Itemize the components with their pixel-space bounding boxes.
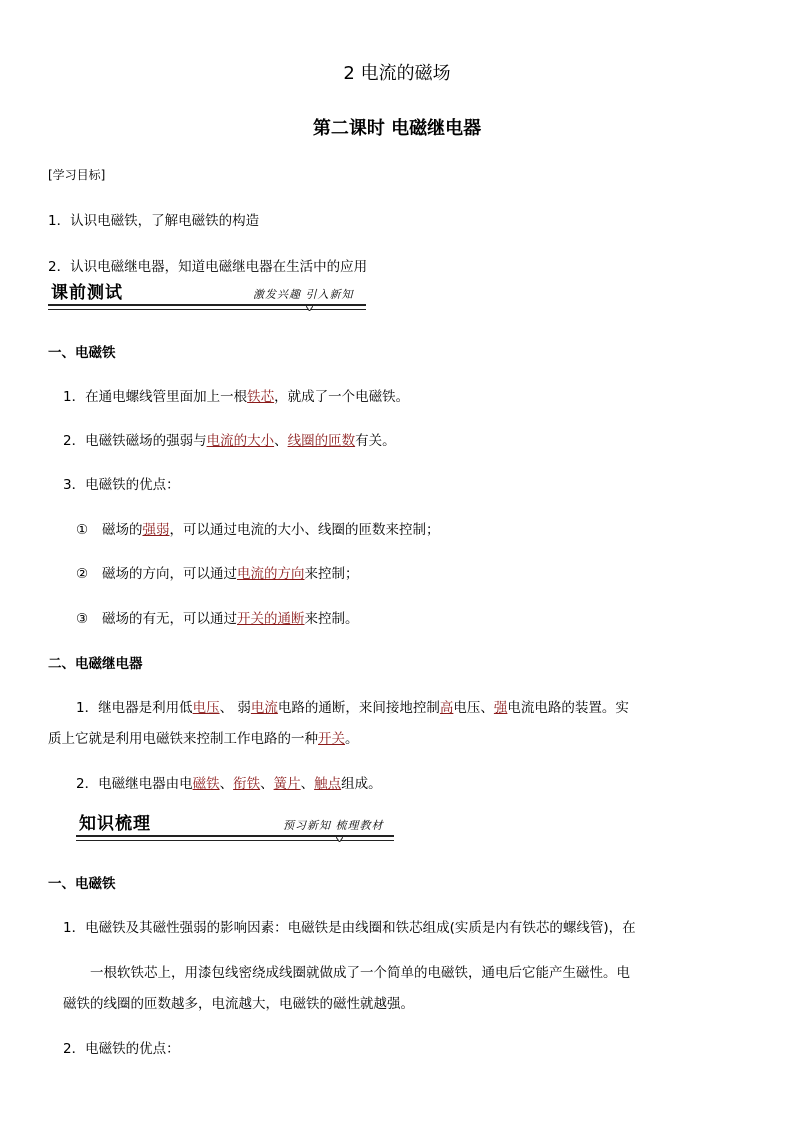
banner-title: 课前测试 bbox=[51, 283, 123, 303]
answer-blank: 电流 bbox=[250, 700, 278, 716]
answer-blank: 电流的方向 bbox=[237, 566, 305, 582]
answer-blank: 衔铁 bbox=[233, 776, 261, 792]
paragraph: 2．电磁铁的优点： bbox=[63, 1041, 180, 1057]
answer-blank: 开关的通断 bbox=[237, 611, 305, 627]
banner-slogan: 预习新知 梳理教材 bbox=[283, 819, 384, 832]
answer-blank: 强 bbox=[493, 700, 508, 716]
advantage-item: ① 磁场的强弱，可以通过电流的大小、线圈的匝数来控制； bbox=[76, 522, 440, 538]
page-subtitle: 第二课时 电磁继电器 bbox=[312, 118, 482, 139]
answer-blank: 簧片 bbox=[273, 776, 301, 792]
objective-item: 1．认识电磁铁，了解电磁铁的构造 bbox=[48, 213, 260, 229]
banner-slogan: 激发兴趣 引入新知 bbox=[253, 288, 354, 301]
paragraph: 1．继电器是利用低电压、 弱电流电路的通断，来间接地控制高电压、强电流电路的装置。实 bbox=[76, 700, 629, 716]
paragraph: 2．电磁铁磁场的强弱与电流的大小、线圈的匝数有关。 bbox=[63, 433, 396, 449]
paragraph: 1．电磁铁及其磁性强弱的影响因素：电磁铁是由线圈和铁芯组成(实质是内有铁芯的螺线管)，在 bbox=[63, 920, 636, 936]
answer-blank: 电流的大小 bbox=[206, 433, 275, 449]
objectives-label: [学习目标] bbox=[48, 168, 106, 182]
paragraph: 1．在通电螺线管里面加上一根铁芯，就成了一个电磁铁。 bbox=[63, 389, 410, 405]
answer-blank: 磁铁 bbox=[192, 776, 220, 792]
paragraph-continued: 质上它就是利用电磁铁来控制工作电路的一种开关。 bbox=[48, 731, 359, 747]
answer-blank: 开关 bbox=[318, 731, 345, 747]
answer-blank: 铁芯 bbox=[247, 389, 275, 405]
paragraph-continued: 磁铁的线圈的匝数越多，电流越大，电磁铁的磁性就越强。 bbox=[63, 996, 414, 1012]
answer-blank: 线圈的匝数 bbox=[287, 433, 356, 449]
section-heading: 二、电磁继电器 bbox=[48, 656, 143, 672]
answer-blank: 高 bbox=[439, 700, 454, 716]
answer-blank: 强弱 bbox=[142, 522, 170, 538]
banner-notch-icon bbox=[306, 306, 313, 311]
objective-item: 2．认识电磁继电器，知道电磁继电器在生活中的应用 bbox=[48, 259, 368, 275]
banner-title: 知识梳理 bbox=[79, 814, 151, 834]
section-heading: 一、电磁铁 bbox=[48, 345, 116, 361]
advantage-item: ② 磁场的方向，可以通过电流的方向来控制； bbox=[76, 566, 359, 582]
page-title: 2 电流的磁场 bbox=[343, 63, 451, 84]
section-banner-review bbox=[76, 809, 394, 841]
section-banner-pretest bbox=[48, 278, 366, 310]
answer-blank: 电压 bbox=[192, 700, 220, 716]
paragraph-continued: 一根软铁芯上，用漆包线密绕成线圈就做成了一个简单的电磁铁，通电后它能产生磁性。电 bbox=[90, 965, 630, 981]
answer-blank: 触点 bbox=[314, 776, 342, 792]
paragraph: 2．电磁继电器由电磁铁、衔铁、簧片、触点组成。 bbox=[76, 776, 382, 792]
paragraph: 3．电磁铁的优点： bbox=[63, 477, 180, 493]
advantage-item: ③ 磁场的有无，可以通过开关的通断来控制。 bbox=[76, 611, 359, 627]
banner-notch-icon bbox=[336, 837, 343, 842]
section-heading: 一、电磁铁 bbox=[48, 876, 116, 892]
